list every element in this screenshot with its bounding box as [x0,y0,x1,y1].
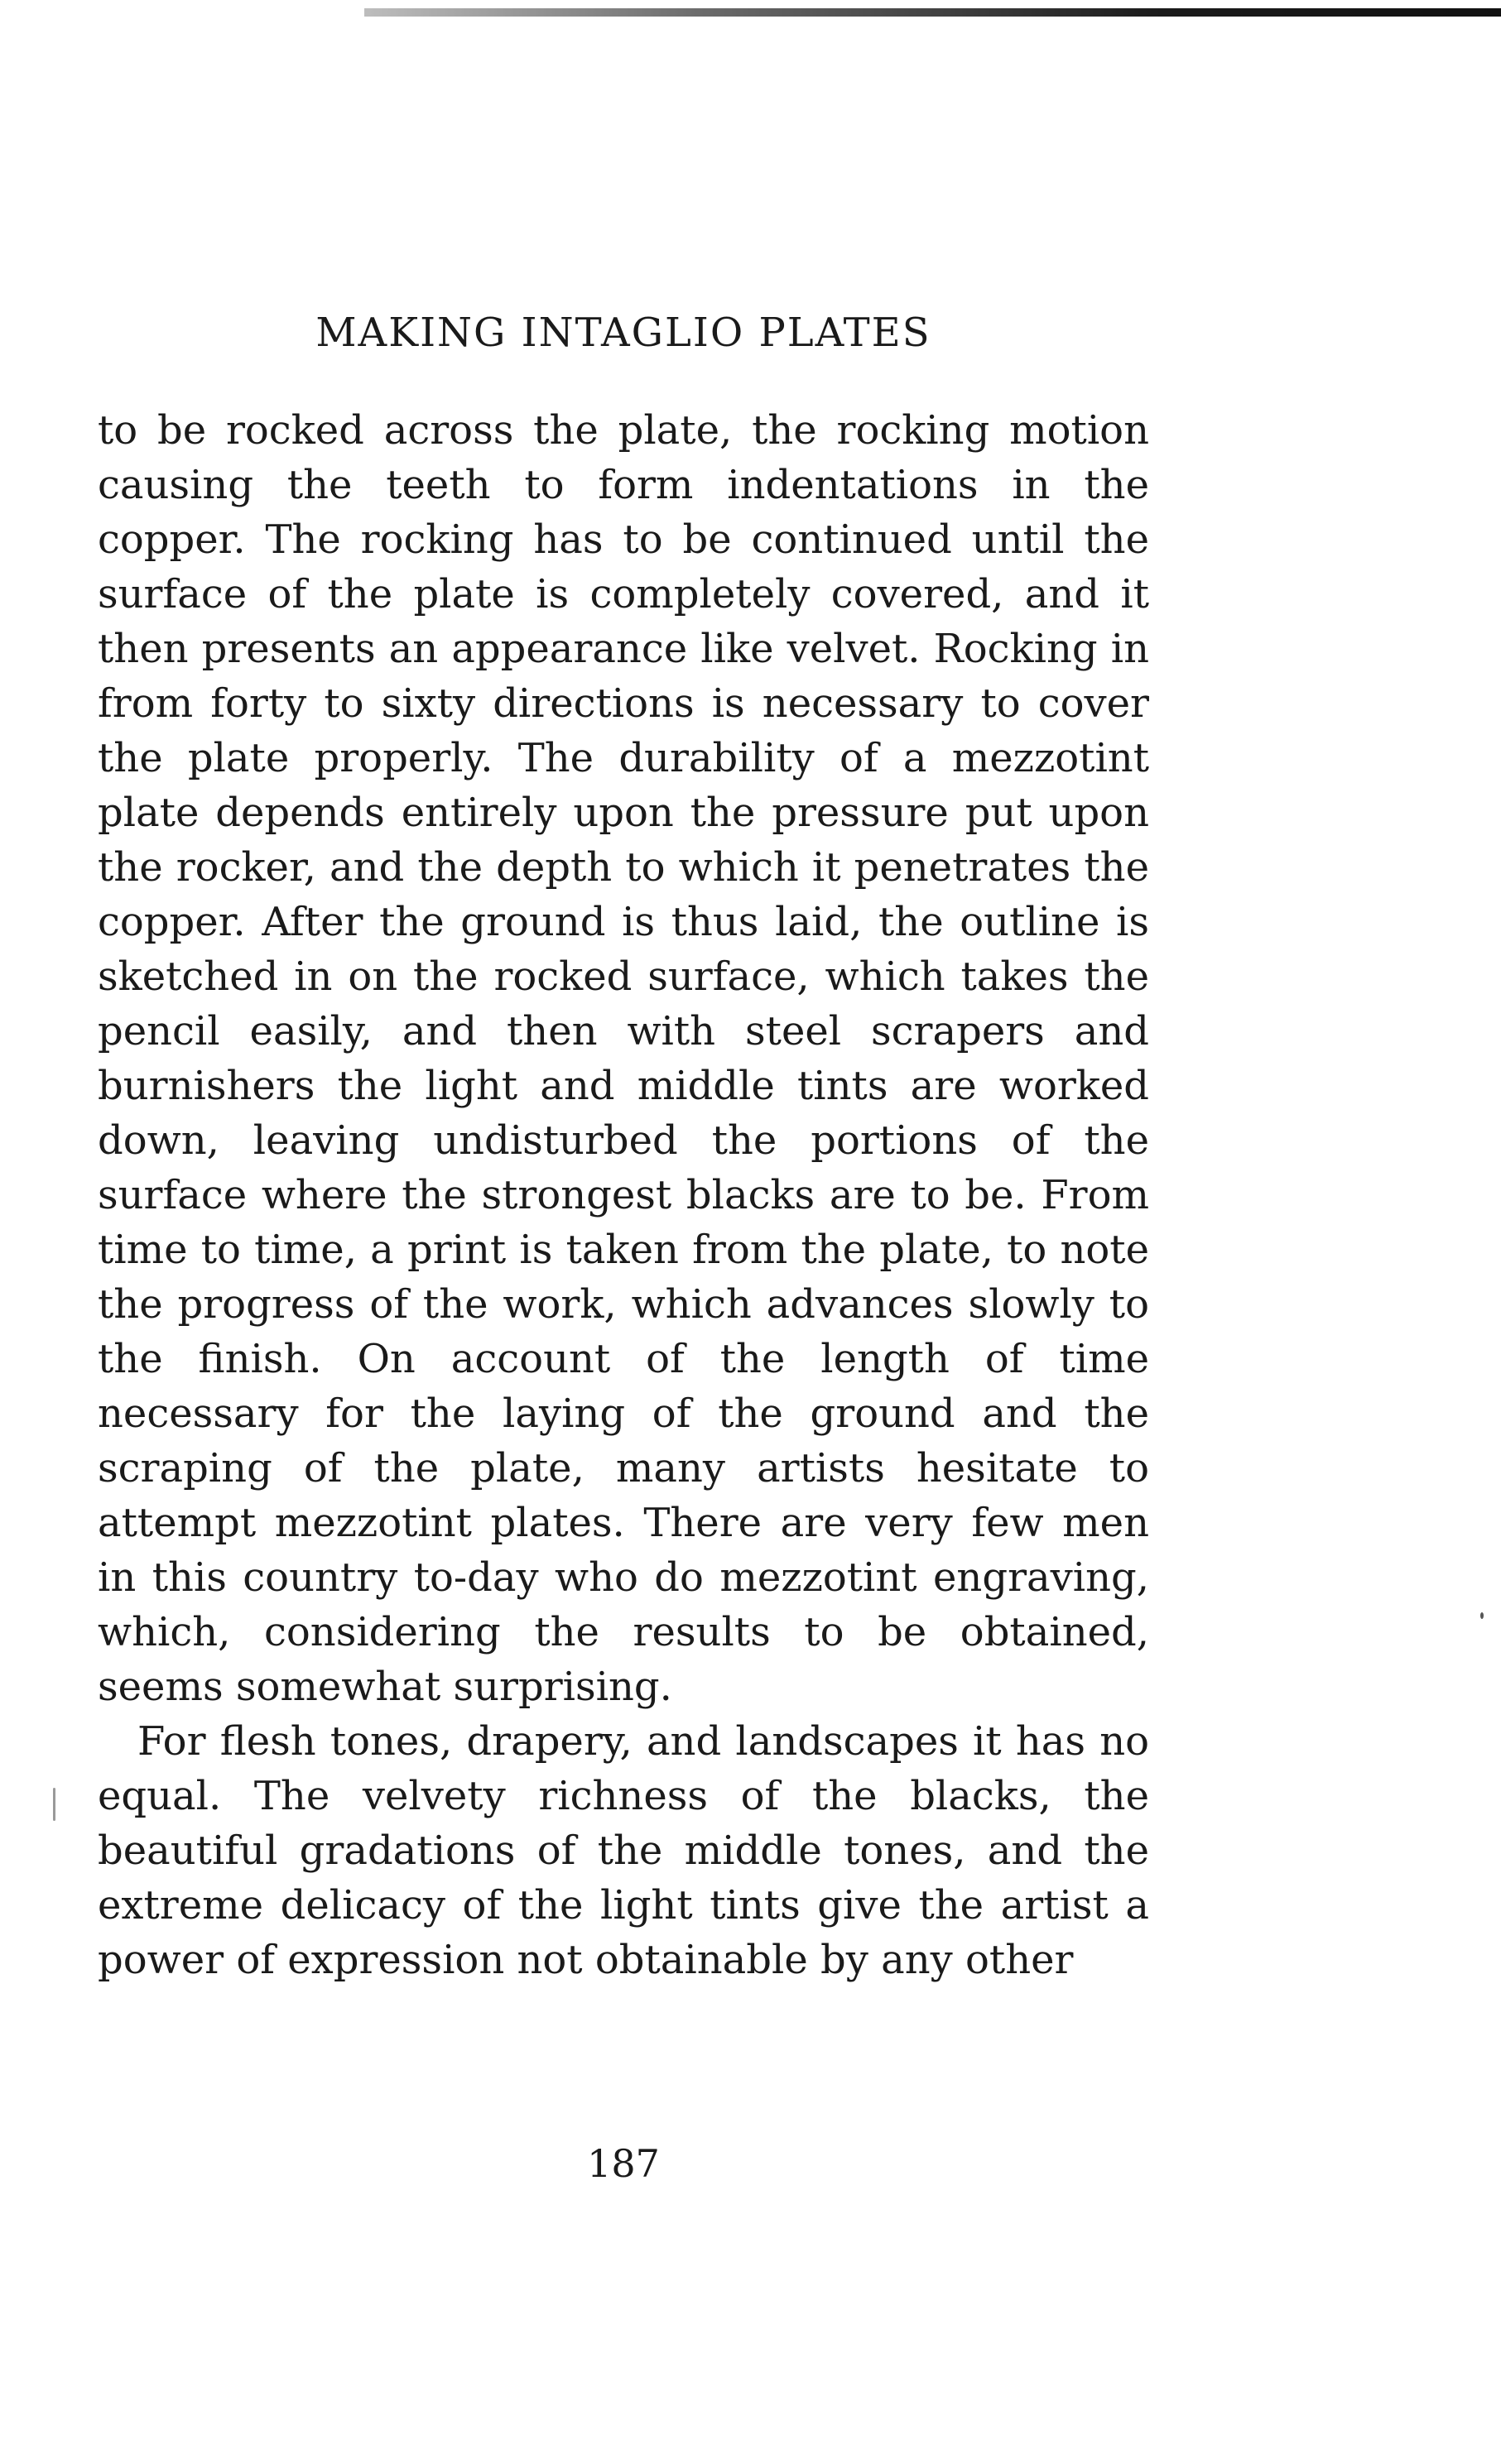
margin-speck [1480,1612,1484,1619]
page-number: 187 [587,2141,660,2186]
margin-speck [53,1788,55,1821]
top-rule [364,8,1501,17]
body-text [98,403,1149,1987]
paragraph-2: For flesh tones, drapery, and landscapes it has no equal. The velvety richness of the blacks, the beautiful gradations of the middle tones, and the extreme delicacy of the light tints give the artist a power of expression not obtainable by any other [98,1718,1149,1983]
paragraph-1: to be rocked across the plate, the rocking motion causing the teeth to form indentations in the copper. The rocking has to be continued until the surface of the plate is completely covered, and it then presents an appearance like velvet. Rocking in from forty to sixty directions is necessary to cover the plate properly. The durability of a mezzotint plate depends entirely upon the pressure put upon the rocker, and the depth to which it penetrates the copper. After the ground is thus laid, the outline is sketched in on the rocked surface, which takes the pencil easily, and then with steel scrapers and burnishers the light and middle tints are worked down, leaving undisturbed the portions of the surface where the strongest blacks are to be. From time to time, a print is taken from the plate, to note the progress of the work, which advances slowly to the finish. On account of the length of time necessary for the laying of the ground and the scraping of the plate, many artists hesitate to attempt mezzotint plates. There are very few men in this country to-day who do mezzotint engraving, which, considering the results to be obtained, seems somewhat surprising. [98,407,1149,1710]
running-head: MAKING INTAGLIO PLATES [315,310,931,356]
